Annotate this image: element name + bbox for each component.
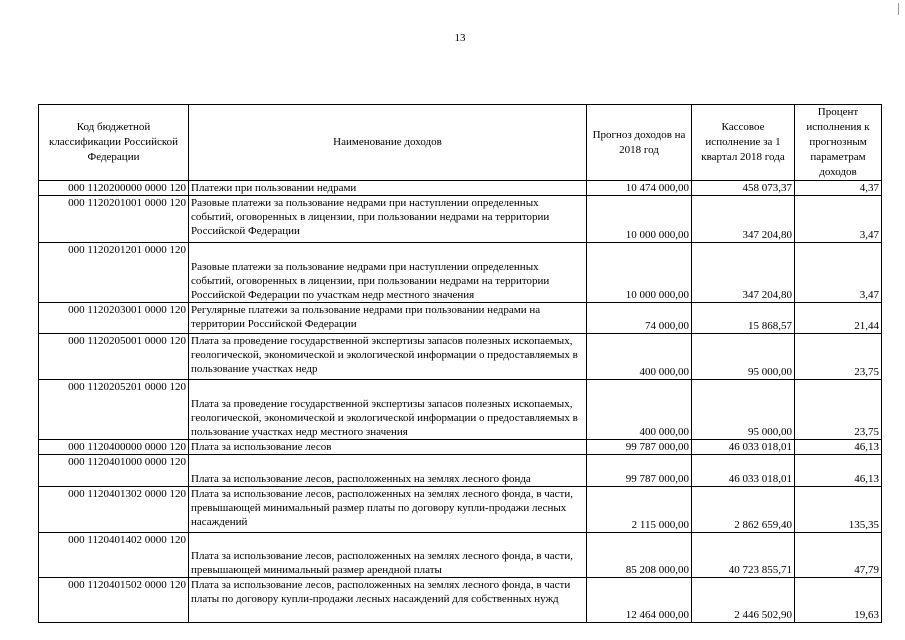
row-name: Регулярные платежи за пользование недрами при пользовании недрами на территории Российской Федерации [189,303,587,334]
row-forecast: 12 464 000,00 [587,578,692,623]
table-row [39,181,882,196]
table-row [39,440,882,455]
row-actual: 15 868,57 [692,303,795,334]
table-row [39,334,882,380]
scan-edge-mark [898,3,899,15]
row-forecast: 10 474 000,00 [587,181,692,196]
row-code: 000 1120203001 0000 120 [39,303,189,334]
table-row [39,487,882,533]
row-actual: 347 204,80 [692,243,795,303]
table-row [39,533,882,578]
row-actual: 2 862 659,40 [692,487,795,533]
header-forecast: Прогноз доходов на 2018 год [587,105,692,181]
row-forecast: 10 000 000,00 [587,243,692,303]
table-row [39,455,882,487]
row-percent: 4,37 [795,181,882,196]
table-row [39,380,882,440]
row-name: Плата за использование лесов, расположенных на землях лесного фонда, в части, превышающей минимальный размер платы по договору купли-продажи лесных насаждений [189,487,587,533]
row-name: Плата за использование лесов, расположенных на землях лесного фонда [189,455,587,487]
row-actual: 95 000,00 [692,380,795,440]
row-code: 000 1120401302 0000 120 [39,487,189,533]
row-actual: 46 033 018,01 [692,440,795,455]
row-name: Плата за использование лесов, расположенных на землях лесного фонда, в части платы по договору купли-продажи лесных насаждений для собственных нужд [189,578,587,623]
row-percent: 47,79 [795,533,882,578]
table-row [39,303,882,334]
row-forecast: 400 000,00 [587,334,692,380]
row-percent: 19,63 [795,578,882,623]
table-row [39,243,882,303]
row-name: Плата за проведение государственной экспертизы запасов полезных ископаемых, геологической, экономической и экологической информации о предоставляемых в пользование участках недр [189,334,587,380]
row-code: 000 1120205001 0000 120 [39,334,189,380]
row-percent: 23,75 [795,380,882,440]
row-percent: 3,47 [795,196,882,243]
table-row [39,196,882,243]
header-actual: Кассовое исполнение за 1 квартал 2018 года [692,105,795,181]
row-code: 000 1120401402 0000 120 [39,533,189,578]
row-code: 000 1120401502 0000 120 [39,578,189,623]
row-code: 000 1120400000 0000 120 [39,440,189,455]
row-forecast: 10 000 000,00 [587,196,692,243]
row-name: Плата за использование лесов, расположенных на землях лесного фонда, в части, превышающей минимальный размер арендной платы [189,533,587,578]
row-code: 000 1120201201 0000 120 [39,243,189,303]
row-actual: 2 446 502,90 [692,578,795,623]
table-row [39,578,882,623]
header-name: Наименование доходов [189,105,587,181]
row-percent: 135,35 [795,487,882,533]
row-code: 000 1120200000 0000 120 [39,181,189,196]
row-percent: 23,75 [795,334,882,380]
row-name: Платежи при пользовании недрами [189,181,587,196]
header-code: Код бюджетной классификации Российской Федерации [39,105,189,181]
row-actual: 95 000,00 [692,334,795,380]
row-actual: 40 723 855,71 [692,533,795,578]
row-forecast: 2 115 000,00 [587,487,692,533]
row-forecast: 99 787 000,00 [587,455,692,487]
row-forecast: 99 787 000,00 [587,440,692,455]
row-name: Разовые платежи за пользование недрами при наступлении определенных событий, оговоренных в лицензии, при пользовании недрами на территории Российской Федерации [189,196,587,243]
row-code: 000 1120201001 0000 120 [39,196,189,243]
row-percent: 46,13 [795,440,882,455]
row-code: 000 1120205201 0000 120 [39,380,189,440]
row-code: 000 1120401000 0000 120 [39,455,189,487]
row-actual: 46 033 018,01 [692,455,795,487]
row-percent: 21,44 [795,303,882,334]
table-header-row [39,105,882,181]
row-actual: 347 204,80 [692,196,795,243]
page-number: 13 [454,32,466,44]
revenue-table [38,104,882,623]
row-forecast: 74 000,00 [587,303,692,334]
row-percent: 3,47 [795,243,882,303]
row-name: Плата за проведение государственной экспертизы запасов полезных ископаемых, геологической, экономической и экологической информации о предоставляемых в пользование участках недр местного значения [189,380,587,440]
header-percent: Процент исполнения к прогнозным параметрам доходов [795,105,882,181]
row-name: Разовые платежи за пользование недрами при наступлении определенных событий, оговоренных в лицензии, при пользовании недрами на территории Российской Федерации по участкам недр местного значения [189,243,587,303]
row-forecast: 400 000,00 [587,380,692,440]
row-name: Плата за использование лесов [189,440,587,455]
row-percent: 46,13 [795,455,882,487]
row-actual: 458 073,37 [692,181,795,196]
row-forecast: 85 208 000,00 [587,533,692,578]
